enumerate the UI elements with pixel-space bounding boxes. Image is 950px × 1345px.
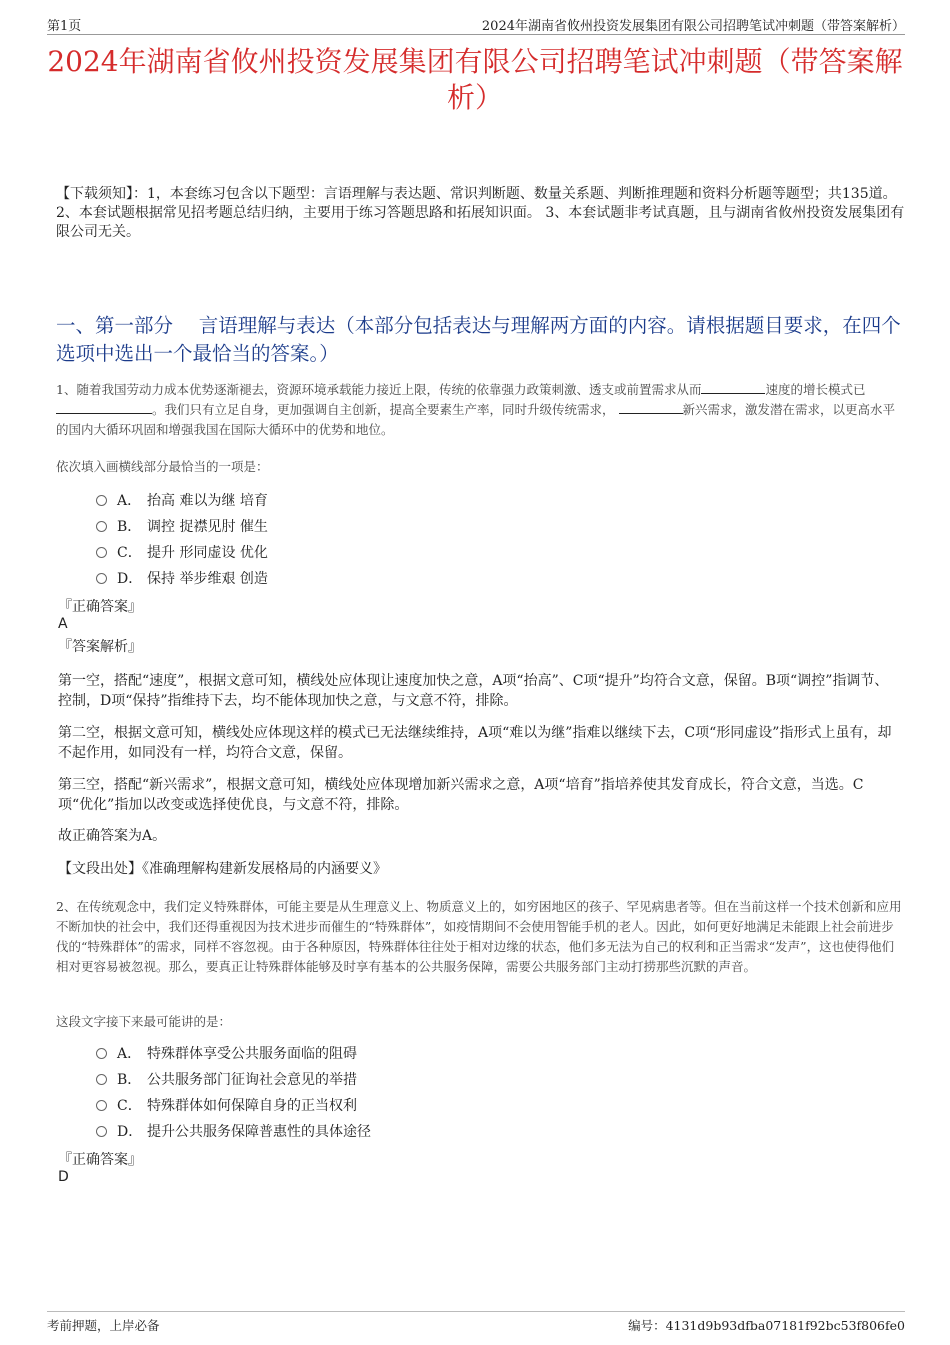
download-notice: 【下载须知】：1，本套练习包含以下题型：言语理解与表达题、常识判断题、数量关系题、判断推理题和资料分析题等题型；共135道。 2、本套试题根据常见招考题总结归纳，主要用于练习答题思路和拓展知识面。 3、本套试题非考试真题，且与湖南省攸州投资发展集团有限公司无关。	[56, 186, 905, 240]
option-a[interactable]: A． 抬高 难以为继 培育	[96, 488, 268, 514]
question-1-text: 1、随着我国劳动力成本优势逐渐褪去，资源环境承载能力接近上限，传统的依靠强力政策刺激、透支或前置需求从而 速度的增长模式已 。我们只有立足自身，更加强调自主创新，提高全要素生产率，同时升级传统需求， 新兴需求，激发潜在需求，以更高水平的国内大循环巩固和增强我国在国际大循环中的优势和地位。	[56, 382, 896, 437]
radio-icon[interactable]	[96, 1074, 107, 1085]
question-2-ask: 这段文字接下来最可能讲的是：	[56, 1014, 232, 1029]
answer-label: 『正确答案』	[58, 1152, 142, 1168]
option-c[interactable]: C． 提升 形同虚设 优化	[96, 540, 268, 566]
question-2-text: 2、在传统观念中，我们定义特殊群体，可能主要是从生理意义上、物质意义上的，如穷困地区的孩子、罕见病患者等。但在当前这样一个技术创新和应用不断加快的社会中，我们还得重视因为技术进步而催生的“特殊群体”，如疫情期间不会使用智能手机的老人。因此，如何更好地满足未能跟上社会前进步伐的“特殊群体”的需求，同样不容忽视。由于各种原因，特殊群体往往处于相对边缘的状态，他们多无法为自己的权利和正当需求“发声”，这也使得他们相对更容易被忽视。那么，要真正让特殊群体能够及时享有基本的公共服务保障，需要公共服务部门主动打捞那些沉默的声音。	[56, 899, 902, 974]
question-2-options	[96, 1041, 371, 1145]
radio-icon[interactable]	[96, 1048, 107, 1059]
page-number: 第1页	[47, 19, 82, 34]
answer-label: 『正确答案』	[58, 599, 142, 615]
page-footer	[47, 1311, 905, 1333]
option-d[interactable]: D． 保持 举步维艰 创造	[96, 566, 268, 592]
page-header	[47, 12, 905, 35]
question-1-options	[96, 488, 268, 592]
analysis-paragraph: 第一空，搭配“速度”，根据文意可知，横线处应体现让速度加快之意，A项“抬高”、C项“提升”均符合文意，保留。B项“调控”指调节、控制，D项“保持”指维持下去，均不能体现加快之意，与文意不符，排除。	[58, 673, 889, 709]
header-doc-title: 2024年湖南省攸州投资发展集团有限公司招聘笔试冲刺题（带答案解析）	[481, 19, 905, 34]
analysis-label: 『答案解析』	[58, 639, 142, 655]
source-note: 【文段出处】《准确理解构建新发展格局的内涵要义》	[58, 861, 387, 877]
answer-value: D	[58, 1169, 69, 1185]
analysis-paragraph: 第二空，根据文意可知，横线处应体现这样的模式已无法继续维持，A项“难以为继”指难以继续下去，C项“形同虚设”指形式上虽有，却不起作用，如同没有一样，均符合文意，保留。	[58, 725, 892, 761]
radio-icon[interactable]	[96, 573, 107, 584]
blank-2	[56, 400, 152, 414]
radio-icon[interactable]	[96, 521, 107, 532]
analysis-conclusion: 故正确答案为A。	[58, 828, 167, 844]
radio-icon[interactable]	[96, 495, 107, 506]
option-b[interactable]: B． 公共服务部门征询社会意见的举措	[96, 1067, 371, 1093]
blank-3	[619, 400, 683, 414]
radio-icon[interactable]	[96, 1126, 107, 1137]
option-b[interactable]: B． 调控 捉襟见肘 催生	[96, 514, 268, 540]
option-d[interactable]: D． 提升公共服务保障普惠性的具体途径	[96, 1119, 371, 1145]
option-a[interactable]: A． 特殊群体享受公共服务面临的阻碍	[96, 1041, 371, 1067]
option-c[interactable]: C． 特殊群体如何保障自身的正当权利	[96, 1093, 371, 1119]
footer-serial: 编号：4131d9b93dfba07181f92bc53f806fe0	[628, 1318, 905, 1333]
analysis-paragraph: 第三空，搭配“新兴需求”，根据文意可知，横线处应体现增加新兴需求之意，A项“培育”指培养使其发育成长，符合文意，当选。C项“优化”指加以改变或选择使优良，与文意不符，排除。	[58, 777, 864, 813]
answer-value: A	[58, 616, 68, 632]
radio-icon[interactable]	[96, 547, 107, 558]
footer-slogan: 考前押题，上岸必备	[47, 1318, 160, 1333]
document-title: 2024年湖南省攸州投资发展集团有限公司招聘笔试冲刺题（带答案解析）	[47, 45, 903, 114]
blank-1	[701, 380, 765, 394]
section-heading: 一、第一部分 言语理解与表达（本部分包括表达与理解两方面的内容。请根据题目要求，在四个选项中选出一个最恰当的答案。）	[56, 314, 901, 365]
radio-icon[interactable]	[96, 1100, 107, 1111]
question-1-ask: 依次填入画横线部分最恰当的一项是：	[56, 459, 269, 474]
